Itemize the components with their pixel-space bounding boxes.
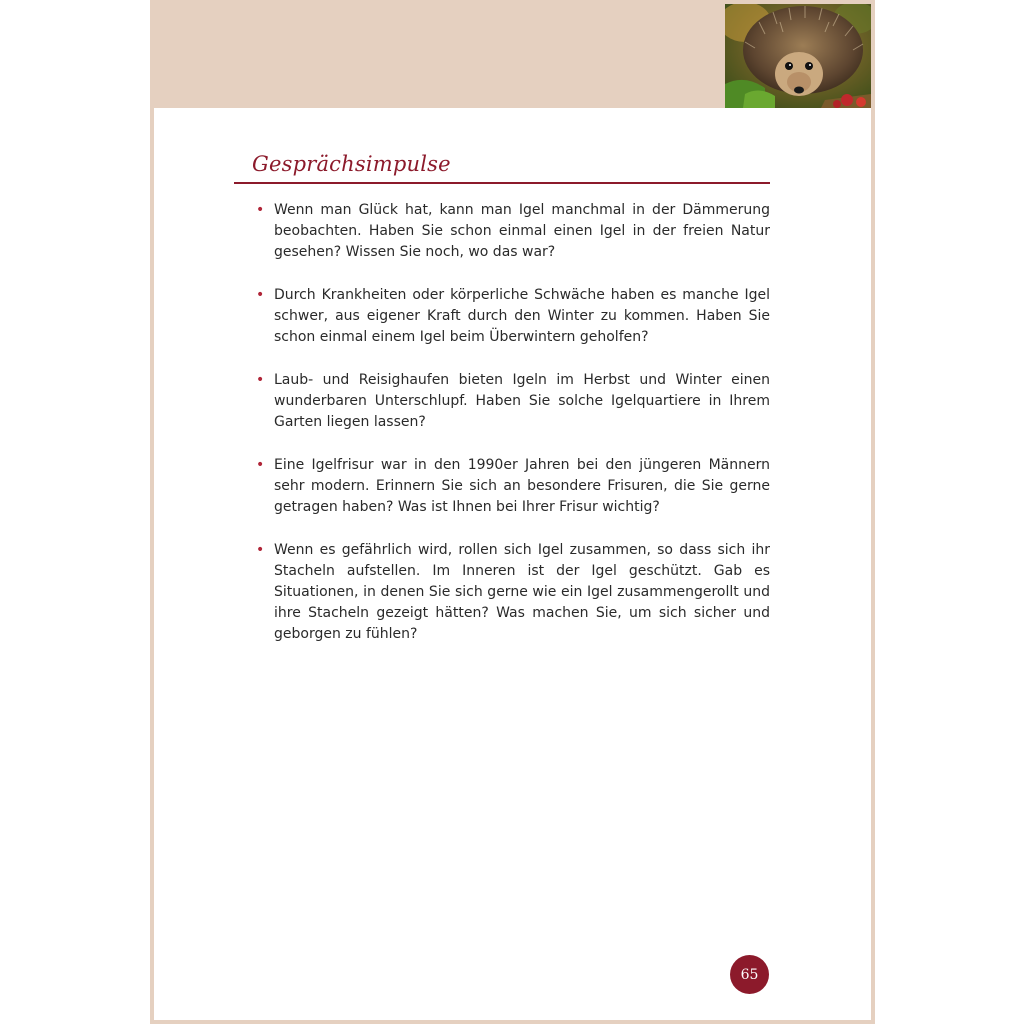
bullet-icon: • [256, 457, 265, 473]
list-item [256, 200, 770, 263]
section-heading: Gesprächsimpulse [252, 152, 451, 176]
list-item-text: Durch Krankheiten oder körperliche Schwäche haben es manche Igel schwer, aus eigener Kraft durch den Winter zu kommen. Haben Sie schon einmal einem Igel beim Überwintern geholfen? [274, 287, 770, 345]
list-item-text: Wenn es gefährlich wird, rollen sich Igel zusammen, so dass sich ihr Stacheln aufstellen. Im Inneren ist der Igel geschützt. Gab es Situationen, in denen Sie sich gerne wie ein Igel zusammengerollt und ihre Stacheln gezeigt hätten? Was machen Sie, um sich sicher und geborgen zu fühlen? [274, 542, 770, 642]
bullet-icon: • [256, 287, 265, 303]
prompt-list [256, 200, 770, 667]
page-number-badge [730, 955, 769, 994]
bullet-icon: • [256, 372, 265, 388]
list-item-text: Laub- und Reisighaufen bieten Igeln im Herbst und Winter einen wunderbaren Unterschlupf. Haben Sie solche Igelquartiere in Ihrem Garten liegen lassen? [274, 372, 770, 430]
book-page [150, 0, 875, 1024]
bullet-icon: • [256, 542, 265, 558]
list-item-text: Eine Igelfrisur war in den 1990er Jahren bei den jüngeren Männern sehr modern. Erinnern Sie sich an besondere Frisuren, die Sie gerne getragen haben? Was ist Ihnen bei Ihrer Frisur wichtig? [274, 457, 770, 515]
list-item-text: Wenn man Glück hat, kann man Igel manchmal in der Dämmerung beobachten. Haben Sie schon einmal einen Igel in der freien Natur gesehen? Wissen Sie noch, wo das war? [274, 202, 770, 260]
page-content [154, 108, 871, 1020]
page-number: 65 [740, 966, 759, 983]
bullet-icon: • [256, 202, 265, 218]
hedgehog-photo [725, 4, 871, 108]
list-item [256, 540, 770, 645]
list-item [256, 285, 770, 348]
list-item [256, 455, 770, 518]
heading-divider [234, 182, 770, 184]
list-item [256, 370, 770, 433]
